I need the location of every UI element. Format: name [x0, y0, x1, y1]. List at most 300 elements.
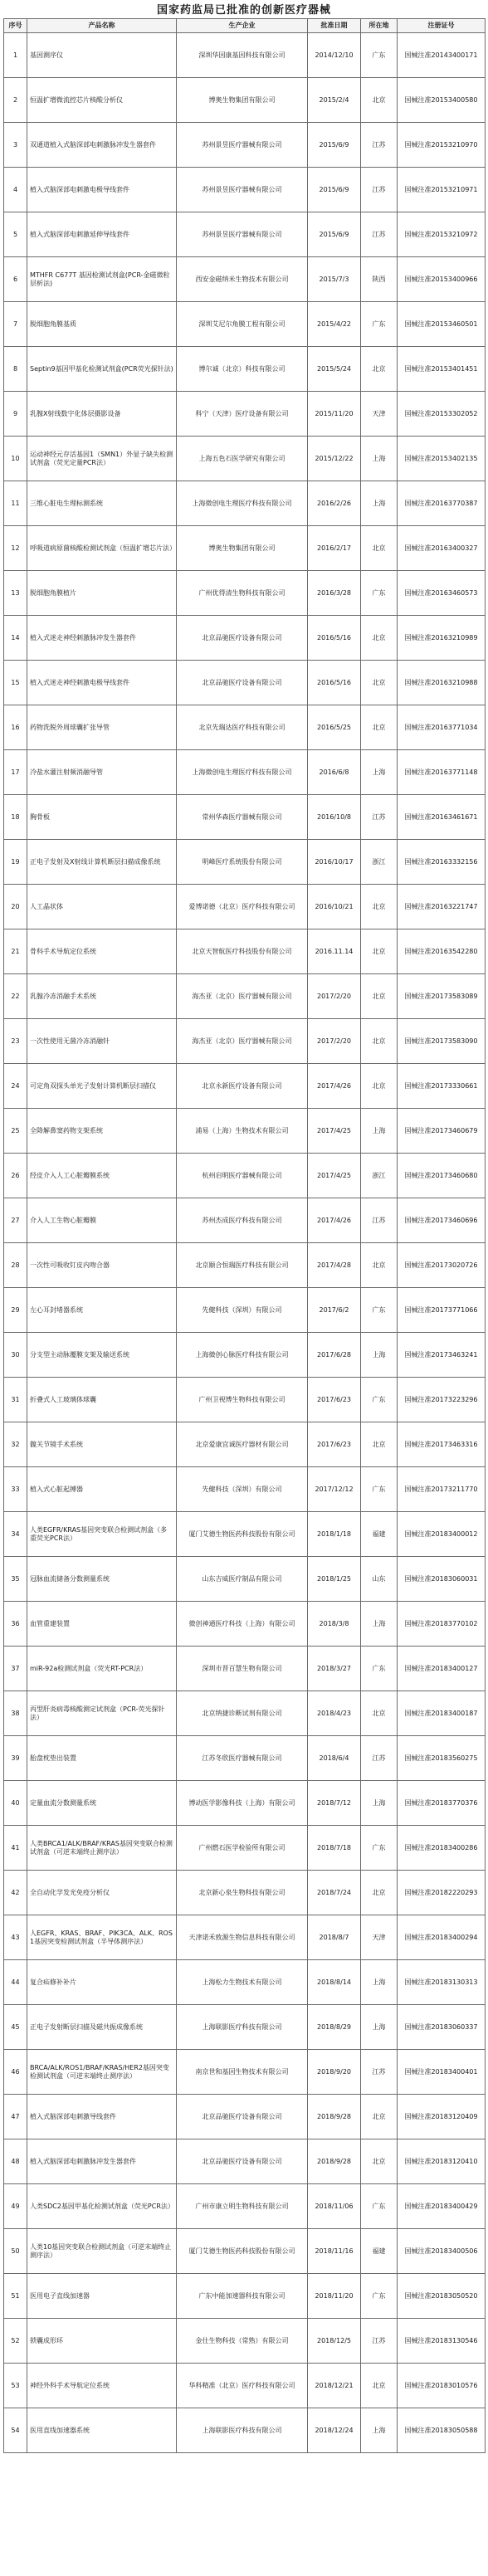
cell-company: 南京世和基因生物技术有限公司: [177, 2050, 308, 2095]
table-row: [4, 705, 486, 750]
cell-product-name: 折叠式人工玻璃体球囊: [27, 1378, 177, 1422]
cell-number: 26: [4, 1154, 27, 1198]
cell-company: 上海微创电生理医疗科技有限公司: [177, 750, 308, 795]
cell-company: 海杰亚（北京）医疗器械有限公司: [177, 1019, 308, 1064]
cell-product-name: 三维心脏电生理标测系统: [27, 481, 177, 526]
cell-registration-number: 国械注准20173463241: [398, 1333, 486, 1378]
table-row: [4, 1422, 486, 1467]
table-row: [4, 78, 486, 123]
cell-location: 广东: [361, 571, 398, 616]
cell-location: 上海: [361, 437, 398, 481]
cell-number: 50: [4, 2229, 27, 2274]
cell-approval-date: 2018/11/16: [308, 2229, 361, 2274]
cell-location: 北京: [361, 974, 398, 1019]
cell-company: 北京新心泉生物科技有限公司: [177, 1871, 308, 1915]
cell-registration-number: 国械注准20163221747: [398, 885, 486, 929]
table-row: [4, 571, 486, 616]
cell-number: 27: [4, 1198, 27, 1243]
cell-registration-number: 国械注准20173460680: [398, 1154, 486, 1198]
cell-registration-number: 国械注准20173330661: [398, 1064, 486, 1109]
cell-number: 38: [4, 1691, 27, 1736]
cell-product-name: 正电子发射断层扫描及磁共振成像系统: [27, 2005, 177, 2050]
cell-number: 7: [4, 302, 27, 347]
cell-registration-number: 国械注准20163771034: [398, 705, 486, 750]
cell-number: 45: [4, 2005, 27, 2050]
cell-number: 8: [4, 347, 27, 392]
cell-company: 上海联影医疗科技有限公司: [177, 2408, 308, 2453]
cell-registration-number: 国械注准20182220293: [398, 1871, 486, 1915]
cell-product-name: 药物洗脱外周球囊扩张导管: [27, 705, 177, 750]
cell-location: 北京: [361, 705, 398, 750]
cell-registration-number: 国械注准20183400401: [398, 2050, 486, 2095]
table-row: [4, 1736, 486, 1781]
cell-company: 深圳华因康基因科技有限公司: [177, 33, 308, 78]
cell-company: 天津诺禾致源生物信息科技有限公司: [177, 1915, 308, 1960]
cell-registration-number: 国械注准20183400012: [398, 1512, 486, 1557]
cell-number: 44: [4, 1960, 27, 2005]
cell-number: 30: [4, 1333, 27, 1378]
cell-registration-number: 国械注准20183130313: [398, 1960, 486, 2005]
cell-approval-date: 2016/10/8: [308, 795, 361, 840]
cell-approval-date: 2018/1/25: [308, 1557, 361, 1602]
cell-registration-number: 国械注准20173583090: [398, 1019, 486, 1064]
header-row: [4, 19, 486, 33]
cell-location: 天津: [361, 392, 398, 437]
cell-registration-number: 国械注准20163332156: [398, 840, 486, 885]
cell-number: 42: [4, 1871, 27, 1915]
table-body: [4, 33, 486, 2453]
cell-product-name: 植入式脑深部电刺激延伸导线套件: [27, 212, 177, 257]
cell-approval-date: 2018/9/20: [308, 2050, 361, 2095]
cell-company: 江苏冬欣医疗器械有限公司: [177, 1736, 308, 1781]
cell-approval-date: 2018/11/06: [308, 2184, 361, 2229]
cell-location: 广东: [361, 1647, 398, 1691]
cell-location: 上海: [361, 1109, 398, 1154]
cell-product-name: 医用电子直线加速器: [27, 2274, 177, 2319]
cell-company: 苏州景昱医疗器械有限公司: [177, 212, 308, 257]
cell-location: 上海: [361, 750, 398, 795]
cell-location: 广东: [361, 2274, 398, 2319]
cell-approval-date: 2016/2/17: [308, 526, 361, 571]
cell-product-name: 植入式心脏起搏器: [27, 1467, 177, 1512]
cell-approval-date: 2017/6/23: [308, 1378, 361, 1422]
cell-product-name: 人工晶状体: [27, 885, 177, 929]
cell-registration-number: 国械注准20163770387: [398, 481, 486, 526]
cell-location: 北京: [361, 2139, 398, 2184]
table-row: [4, 2184, 486, 2229]
cell-number: 4: [4, 168, 27, 212]
cell-company: 先健科技（深圳）有限公司: [177, 1467, 308, 1512]
cell-approval-date: 2018/8/14: [308, 1960, 361, 2005]
cell-product-name: 人类10基因突变联合检测试剂盒（可逆末端终止测序法）: [27, 2229, 177, 2274]
table-row: [4, 1333, 486, 1378]
cell-company: 科宁（天津）医疗设备有限公司: [177, 392, 308, 437]
table-header: [4, 19, 486, 33]
cell-product-name: 植入式脑深部电刺激脉冲发生器套件: [27, 2139, 177, 2184]
cell-product-name: 全自动化学发光免疫分析仪: [27, 1871, 177, 1915]
cell-approval-date: 2016/2/26: [308, 481, 361, 526]
cell-product-name: 丙型肝炎病毒核酸测定试剂盒（PCR-荧光探针法）: [27, 1691, 177, 1736]
cell-company: 博动医学影像科技（上海）有限公司: [177, 1781, 308, 1826]
cell-number: 1: [4, 33, 27, 78]
cell-registration-number: 国械注准20153400580: [398, 78, 486, 123]
cell-registration-number: 国械注准20163461671: [398, 795, 486, 840]
cell-product-name: 人类BRCA1/ALK/BRAF/KRAS基因突变联合检测试剂盒（可逆末端终止测序法）: [27, 1826, 177, 1871]
cell-product-name: MTHFR C677T 基因检测试剂盒(PCR-金磁微粒层析法): [27, 257, 177, 302]
cell-location: 北京: [361, 1691, 398, 1736]
table-row: [4, 840, 486, 885]
cell-approval-date: 2018/9/28: [308, 2139, 361, 2184]
cell-location: 江苏: [361, 168, 398, 212]
cell-company: 北京品驰医疗设备有限公司: [177, 616, 308, 661]
cell-company: 上海松力生物技术有限公司: [177, 1960, 308, 2005]
cell-number: 28: [4, 1243, 27, 1288]
cell-product-name: 全降解鼻窦药物支架系统: [27, 1109, 177, 1154]
cell-approval-date: 2017/12/12: [308, 1467, 361, 1512]
table-row: [4, 437, 486, 481]
cell-approval-date: 2017/4/25: [308, 1109, 361, 1154]
cell-registration-number: 国械注准20183400286: [398, 1826, 486, 1871]
cell-approval-date: 2017/6/2: [308, 1288, 361, 1333]
table-row: [4, 1198, 486, 1243]
cell-approval-date: 2018/8/29: [308, 2005, 361, 2050]
cell-product-name: 人EGFR、KRAS、BRAF、PIK3CA、ALK、ROS1基因突变检测试剂盒（半导体测序法）: [27, 1915, 177, 1960]
table-row: [4, 2319, 486, 2364]
table-row: [4, 1019, 486, 1064]
cell-location: 北京: [361, 885, 398, 929]
cell-product-name: 人类EGFR/KRAS基因突变联合检测试剂盒（多重荧光PCR法）: [27, 1512, 177, 1557]
cell-product-name: 复合疝修补补片: [27, 1960, 177, 2005]
column-header-number: 序号: [4, 19, 27, 33]
cell-company: 广州卫视博生物科技有限公司: [177, 1378, 308, 1422]
cell-number: 49: [4, 2184, 27, 2229]
cell-location: 北京: [361, 1064, 398, 1109]
cell-product-name: 冠脉血流储备分数测量系统: [27, 1557, 177, 1602]
cell-company: 博奥生物集团有限公司: [177, 78, 308, 123]
cell-company: 深圳市晋百慧生物有限公司: [177, 1647, 308, 1691]
cell-approval-date: 2017/4/25: [308, 1154, 361, 1198]
cell-location: 广东: [361, 1288, 398, 1333]
cell-approval-date: 2018/12/24: [308, 2408, 361, 2453]
cell-location: 北京: [361, 1243, 398, 1288]
cell-number: 16: [4, 705, 27, 750]
cell-registration-number: 国械注准20183050588: [398, 2408, 486, 2453]
cell-approval-date: 2017/4/26: [308, 1198, 361, 1243]
cell-product-name: 介入人工生物心脏瓣膜: [27, 1198, 177, 1243]
cell-approval-date: 2017/4/26: [308, 1064, 361, 1109]
cell-product-name: 正电子发射及X射线计算机断层扫描成像系统: [27, 840, 177, 885]
cell-location: 北京: [361, 526, 398, 571]
cell-company: 北京品驰医疗设备有限公司: [177, 2139, 308, 2184]
table-row: [4, 1378, 486, 1422]
table-row: [4, 616, 486, 661]
table-row: [4, 1826, 486, 1871]
cell-approval-date: 2017/4/28: [308, 1243, 361, 1288]
cell-number: 46: [4, 2050, 27, 2095]
cell-location: 广东: [361, 302, 398, 347]
cell-company: 广州市康立明生物科技有限公司: [177, 2184, 308, 2229]
cell-company: 广东中能加速器科技有限公司: [177, 2274, 308, 2319]
cell-registration-number: 国械注准20163460573: [398, 571, 486, 616]
table-row: [4, 750, 486, 795]
cell-registration-number: 国械注准20183400429: [398, 2184, 486, 2229]
cell-company: 杭州启明医疗器械有限公司: [177, 1154, 308, 1198]
cell-number: 19: [4, 840, 27, 885]
cell-registration-number: 国械注准20183050520: [398, 2274, 486, 2319]
table-row: [4, 1602, 486, 1647]
cell-approval-date: 2018/7/12: [308, 1781, 361, 1826]
cell-registration-number: 国械注准20183060031: [398, 1557, 486, 1602]
cell-location: 上海: [361, 2408, 398, 2453]
cell-number: 34: [4, 1512, 27, 1557]
cell-location: 江苏: [361, 2319, 398, 2364]
cell-number: 39: [4, 1736, 27, 1781]
cell-location: 广东: [361, 33, 398, 78]
cell-number: 52: [4, 2319, 27, 2364]
table-row: [4, 212, 486, 257]
cell-registration-number: 国械注准20153400966: [398, 257, 486, 302]
device-table: [3, 18, 486, 2453]
cell-registration-number: 国械注准20183400294: [398, 1915, 486, 1960]
cell-company: 广州燃石医学检验所有限公司: [177, 1826, 308, 1871]
cell-number: 18: [4, 795, 27, 840]
table-row: [4, 2364, 486, 2408]
cell-product-name: 基因测序仪: [27, 33, 177, 78]
cell-registration-number: 国械注准20153401451: [398, 347, 486, 392]
cell-company: 上海五色石医学研究有限公司: [177, 437, 308, 481]
cell-company: 博尔诚（北京）科技有限公司: [177, 347, 308, 392]
cell-registration-number: 国械注准20153210970: [398, 123, 486, 168]
cell-registration-number: 国械注准20173460679: [398, 1109, 486, 1154]
cell-product-name: 髋关节镜手术系统: [27, 1422, 177, 1467]
cell-location: 上海: [361, 2005, 398, 2050]
cell-approval-date: 2018/7/24: [308, 1871, 361, 1915]
cell-company: 西安金磁纳米生物技术有限公司: [177, 257, 308, 302]
cell-number: 48: [4, 2139, 27, 2184]
cell-location: 北京: [361, 2364, 398, 2408]
cell-company: 苏州景昱医疗器械有限公司: [177, 168, 308, 212]
cell-registration-number: 国械注准20183400127: [398, 1647, 486, 1691]
cell-product-name: 脱细胞角膜植片: [27, 571, 177, 616]
table-row: [4, 2095, 486, 2139]
cell-company: 北京永新医疗设备有限公司: [177, 1064, 308, 1109]
cell-company: 北京天智航医疗科技股份有限公司: [177, 929, 308, 974]
cell-registration-number: 国械注准20173460696: [398, 1198, 486, 1243]
cell-location: 北京: [361, 929, 398, 974]
cell-approval-date: 2018/8/7: [308, 1915, 361, 1960]
cell-location: 广东: [361, 1467, 398, 1512]
cell-registration-number: 国械注准20173771066: [398, 1288, 486, 1333]
cell-number: 41: [4, 1826, 27, 1871]
cell-company: 常州华森医疗器械有限公司: [177, 795, 308, 840]
table-row: [4, 795, 486, 840]
cell-number: 9: [4, 392, 27, 437]
cell-product-name: 双通道植入式脑深部电刺激脉冲发生器套件: [27, 123, 177, 168]
cell-company: 先健科技（深圳）有限公司: [177, 1288, 308, 1333]
cell-registration-number: 国械注准20153210972: [398, 212, 486, 257]
cell-company: 北京爱康宜诚医疗器材有限公司: [177, 1422, 308, 1467]
cell-approval-date: 2017/2/20: [308, 974, 361, 1019]
cell-registration-number: 国械注准20163210989: [398, 616, 486, 661]
cell-product-name: 神经外科手术导航定位系统: [27, 2364, 177, 2408]
cell-location: 浙江: [361, 840, 398, 885]
cell-number: 31: [4, 1378, 27, 1422]
cell-company: 广州优得清生物科技有限公司: [177, 571, 308, 616]
cell-company: 北京品驰医疗设备有限公司: [177, 2095, 308, 2139]
table-row: [4, 885, 486, 929]
cell-company: 北京颐合恒瑞医疗科技有限公司: [177, 1243, 308, 1288]
table-row: [4, 526, 486, 571]
table-row: [4, 2408, 486, 2453]
table-row: [4, 1512, 486, 1557]
cell-approval-date: 2015/4/22: [308, 302, 361, 347]
cell-approval-date: 2018/11/20: [308, 2274, 361, 2319]
cell-product-name: 一次性可吸收钉皮内吻合器: [27, 1243, 177, 1288]
cell-number: 5: [4, 212, 27, 257]
table-row: [4, 1871, 486, 1915]
cell-number: 54: [4, 2408, 27, 2453]
cell-product-name: 脱细胞角膜基质: [27, 302, 177, 347]
cell-product-name: 血管重建装置: [27, 1602, 177, 1647]
cell-product-name: 呼吸道病原菌核酸检测试剂盒（恒温扩增芯片法）: [27, 526, 177, 571]
cell-number: 13: [4, 571, 27, 616]
cell-location: 北京: [361, 347, 398, 392]
cell-location: 福建: [361, 2229, 398, 2274]
table-row: [4, 1781, 486, 1826]
cell-number: 20: [4, 885, 27, 929]
cell-number: 29: [4, 1288, 27, 1333]
table-row: [4, 1915, 486, 1960]
cell-approval-date: 2015/5/24: [308, 347, 361, 392]
cell-company: 厦门艾德生物医药科技股份有限公司: [177, 1512, 308, 1557]
document-title: 国家药监局已批准的创新医疗器械: [156, 4, 331, 17]
cell-product-name: 左心耳封堵器系统: [27, 1288, 177, 1333]
table-row: [4, 929, 486, 974]
cell-product-name: 植入式迷走神经刺激脉冲发生器套件: [27, 616, 177, 661]
cell-product-name: 植入式脑深部电刺激电极导线套件: [27, 168, 177, 212]
cell-number: 22: [4, 974, 27, 1019]
cell-location: 山东: [361, 1557, 398, 1602]
cell-approval-date: 2016/5/16: [308, 616, 361, 661]
cell-location: 天津: [361, 1915, 398, 1960]
cell-product-name: 分支型主动脉覆膜支架及输送系统: [27, 1333, 177, 1378]
cell-approval-date: 2015/6/9: [308, 212, 361, 257]
cell-product-name: 胎盘枕垫出装置: [27, 1736, 177, 1781]
cell-product-name: 乳腺X射线数字化体层摄影设备: [27, 392, 177, 437]
cell-number: 24: [4, 1064, 27, 1109]
cell-approval-date: 2018/3/27: [308, 1647, 361, 1691]
cell-registration-number: 国械注准20153302052: [398, 392, 486, 437]
cell-number: 51: [4, 2274, 27, 2319]
cell-approval-date: 2015/6/9: [308, 168, 361, 212]
cell-company: 浦易（上海）生物技术有限公司: [177, 1109, 308, 1154]
cell-company: 山东吉威医疗制品有限公司: [177, 1557, 308, 1602]
cell-product-name: 医用直线加速器系统: [27, 2408, 177, 2453]
cell-approval-date: 2015/6/9: [308, 123, 361, 168]
cell-registration-number: 国械注准20173223296: [398, 1378, 486, 1422]
column-header-registration-number: 注册证号: [398, 19, 486, 33]
cell-approval-date: 2015/7/3: [308, 257, 361, 302]
cell-number: 47: [4, 2095, 27, 2139]
cell-location: 上海: [361, 1781, 398, 1826]
cell-company: 爱博诺德（北京）医疗科技有限公司: [177, 885, 308, 929]
cell-approval-date: 2018/7/18: [308, 1826, 361, 1871]
table-row: [4, 2005, 486, 2050]
table-row: [4, 1109, 486, 1154]
cell-product-name: BRCA/ALK/ROS1/BRAF/KRAS/HER2基因突变检测试剂盒（可逆末端终止测序法）: [27, 2050, 177, 2095]
table-row: [4, 1288, 486, 1333]
cell-location: 北京: [361, 2095, 398, 2139]
cell-product-name: 定量血流分数测量系统: [27, 1781, 177, 1826]
cell-location: 江苏: [361, 1198, 398, 1243]
table-row: [4, 1154, 486, 1198]
cell-approval-date: 2016.11.14: [308, 929, 361, 974]
table-row: [4, 392, 486, 437]
cell-registration-number: 国械注准20143400171: [398, 33, 486, 78]
cell-number: 17: [4, 750, 27, 795]
cell-location: 上海: [361, 1960, 398, 2005]
cell-registration-number: 国械注准20163771148: [398, 750, 486, 795]
cell-approval-date: 2014/12/10: [308, 33, 361, 78]
cell-company: 微创神通医疗科技（上海）有限公司: [177, 1602, 308, 1647]
cell-registration-number: 国械注准20183120409: [398, 2095, 486, 2139]
cell-number: 32: [4, 1422, 27, 1467]
cell-company: 厦门艾德生物医药科技股份有限公司: [177, 2229, 308, 2274]
table-row: [4, 1064, 486, 1109]
cell-company: 北京先瑞达医疗科技有限公司: [177, 705, 308, 750]
cell-number: 10: [4, 437, 27, 481]
cell-location: 北京: [361, 616, 398, 661]
cell-location: 上海: [361, 481, 398, 526]
cell-approval-date: 2018/3/8: [308, 1602, 361, 1647]
cell-registration-number: 国械注准20153210971: [398, 168, 486, 212]
cell-registration-number: 国械注准20183060337: [398, 2005, 486, 2050]
cell-product-name: 乳腺冷冻消融手术系统: [27, 974, 177, 1019]
cell-registration-number: 国械注准20183560275: [398, 1736, 486, 1781]
cell-product-name: 冷盐水灌注射频消融导管: [27, 750, 177, 795]
cell-product-name: 骨科手术导航定位系统: [27, 929, 177, 974]
table-row: [4, 2050, 486, 2095]
cell-product-name: Septin9基因甲基化检测试剂盒(PCR荧光探针法): [27, 347, 177, 392]
cell-registration-number: 国械注准20173583089: [398, 974, 486, 1019]
cell-location: 浙江: [361, 1154, 398, 1198]
cell-approval-date: 2016/5/25: [308, 705, 361, 750]
cell-location: 广东: [361, 2184, 398, 2229]
cell-number: 2: [4, 78, 27, 123]
cell-approval-date: 2016/3/28: [308, 571, 361, 616]
cell-location: 广东: [361, 1826, 398, 1871]
cell-location: 江苏: [361, 2050, 398, 2095]
cell-approval-date: 2018/6/4: [308, 1736, 361, 1781]
cell-location: 北京: [361, 78, 398, 123]
table-row: [4, 168, 486, 212]
cell-approval-date: 2017/2/20: [308, 1019, 361, 1064]
cell-registration-number: 国械注准20183400187: [398, 1691, 486, 1736]
cell-location: 北京: [361, 1871, 398, 1915]
cell-number: 53: [4, 2364, 27, 2408]
column-header-product-name: 产品名称: [27, 19, 177, 33]
cell-company: 北京品驰医疗设备有限公司: [177, 661, 308, 705]
cell-company: 明峰医疗系统股份有限公司: [177, 840, 308, 885]
cell-approval-date: 2015/2/4: [308, 78, 361, 123]
cell-approval-date: 2017/6/23: [308, 1422, 361, 1467]
table-row: [4, 347, 486, 392]
cell-location: 上海: [361, 1333, 398, 1378]
cell-approval-date: 2016/10/21: [308, 885, 361, 929]
table-row: [4, 2139, 486, 2184]
cell-registration-number: 国械注准20163542280: [398, 929, 486, 974]
cell-location: 广东: [361, 1378, 398, 1422]
